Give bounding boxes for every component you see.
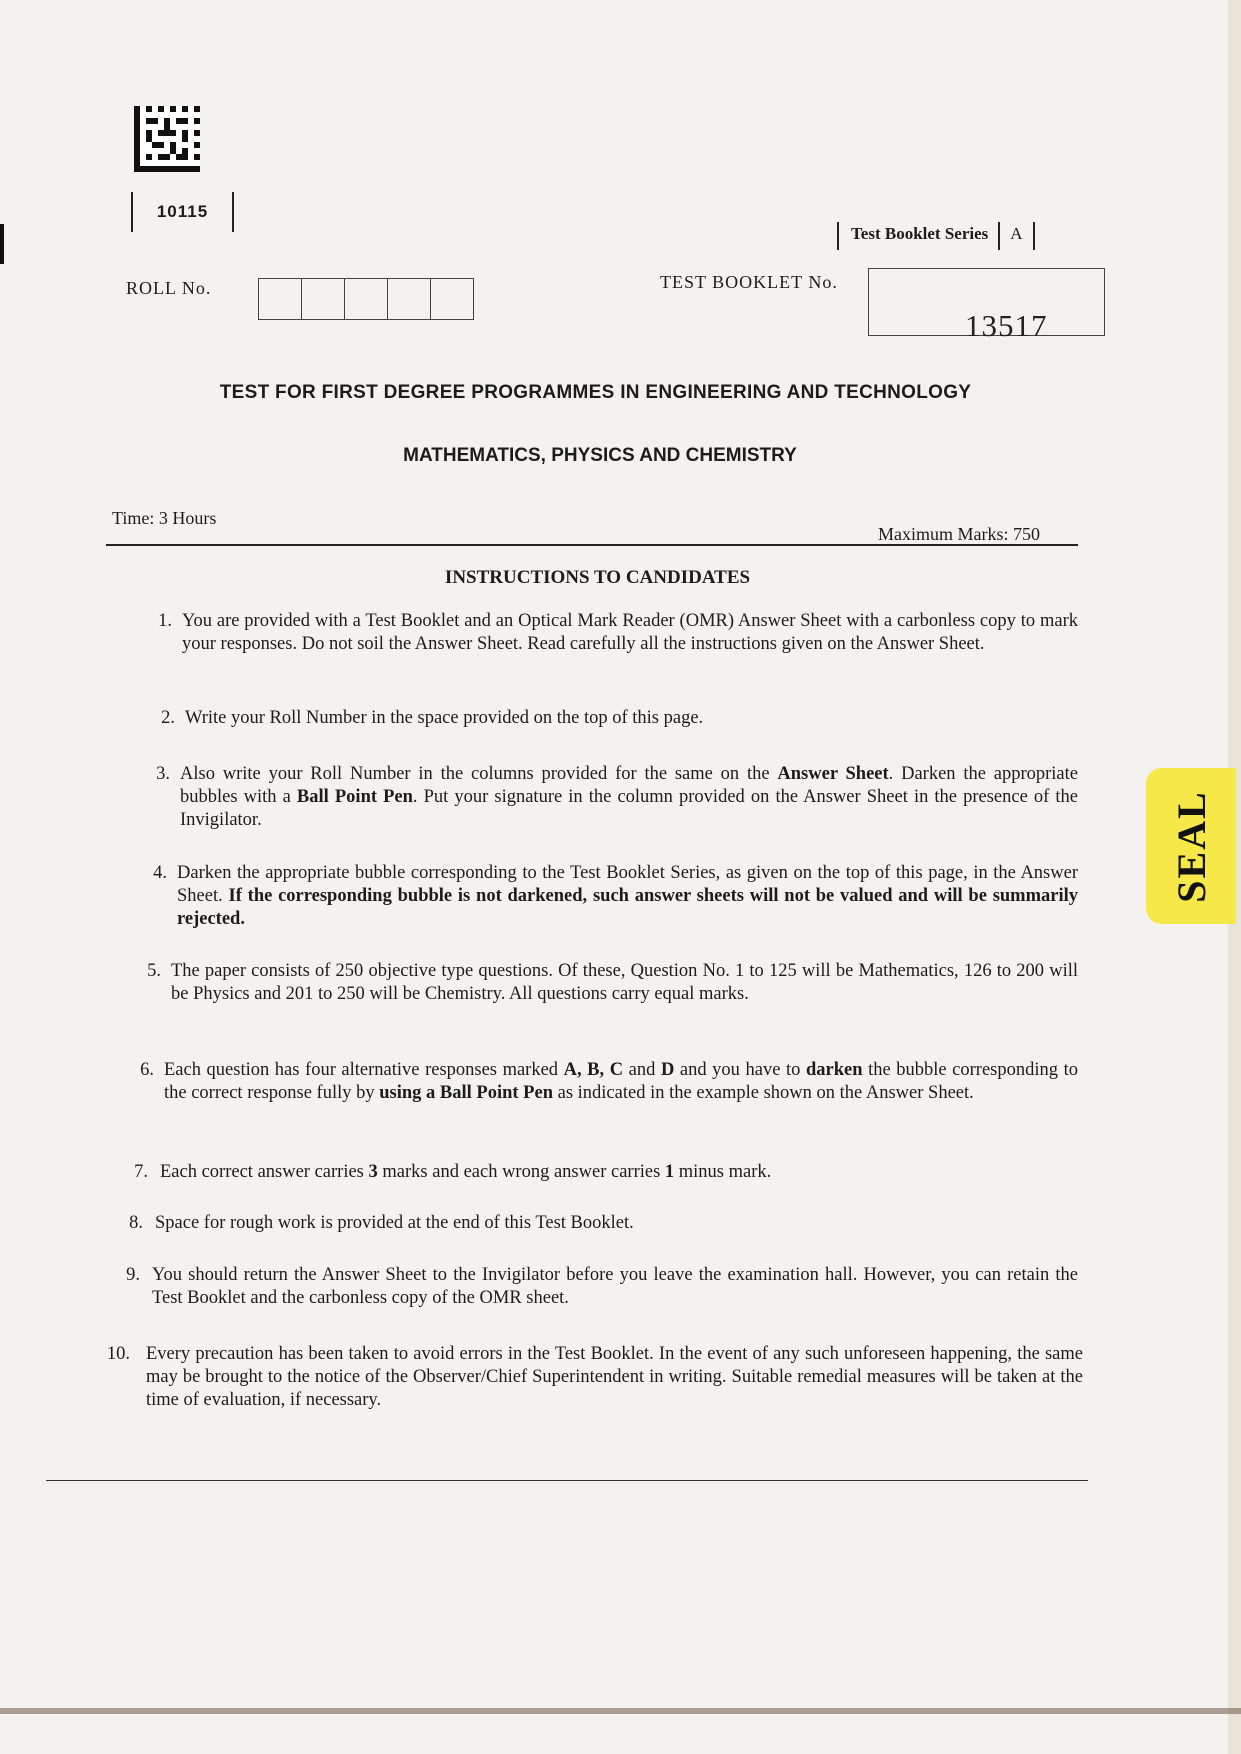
maximum-marks: Maximum Marks: 750 (878, 524, 1040, 544)
instruction-number: 3. (156, 764, 170, 784)
instruction-text: You should return the Answer Sheet to the Invigilator before you leave the examination hall. However, you can retain the Test Booklet and the carbonless copy of the OMR sheet. (152, 1265, 1078, 1308)
instruction-number: 10. (106, 1344, 130, 1364)
bottom-divider (46, 1480, 1088, 1481)
instruction-item (134, 1161, 1078, 1184)
seal-label: SEAL (1168, 789, 1214, 903)
roll-digit-box[interactable] (388, 279, 431, 319)
roll-digit-box[interactable] (302, 279, 345, 319)
instruction-number: 8. (129, 1213, 143, 1233)
paper-bottom-edge (0, 1708, 1241, 1714)
booklet-number-label: TEST BOOKLET No. (660, 272, 838, 292)
left-margin-mark (0, 224, 4, 264)
instruction-number: 6. (140, 1060, 154, 1080)
instruction-text: Space for rough work is provided at the end of this Test Booklet. (155, 1213, 634, 1233)
instruction-item (158, 610, 1078, 656)
roll-digit-box[interactable] (431, 279, 473, 319)
instruction-number: 2. (161, 708, 175, 728)
series-value: A (998, 222, 1034, 250)
instruction-number: 1. (158, 611, 172, 631)
instruction-number: 9. (126, 1265, 140, 1285)
instruction-text: You are provided with a Test Booklet and an Optical Mark Reader (OMR) Answer Sheet with a carbonless copy to mark your responses. Do not soil the Answer Sheet. Read carefully all the instructions given on the Answer Sheet. (182, 611, 1078, 654)
series-label: Test Booklet Series (837, 222, 998, 250)
instructions-heading: INSTRUCTIONS TO CANDIDATES (444, 567, 751, 588)
datamatrix-code-icon (134, 106, 200, 172)
instruction-text: Also write your Roll Number in the columns provided for the same on the Answer Sheet. Darken the appropriate bubbles with a Ball Point Pen. Put your signature in the column provided on the Answer Sheet in the presence of the Invigilator. (180, 764, 1078, 830)
instruction-text: Each correct answer carries 3 marks and each wrong answer carries 1 minus mark. (160, 1162, 772, 1182)
instruction-number: 4. (153, 863, 167, 883)
instruction-item (126, 1264, 1078, 1310)
instruction-item (140, 1059, 1078, 1105)
booklet-number-value: 13517 (965, 308, 1048, 343)
instruction-number: 5. (147, 961, 161, 981)
exam-code: 10115 (131, 192, 234, 232)
exam-time: Time: 3 Hours (112, 508, 217, 528)
instruction-text: The paper consists of 250 objective type questions. Of these, Question No. 1 to 125 will be Mathematics, 126 to 200 will be Physics and 201 to 250 will be Chemistry. All questions carry equal marks. (171, 961, 1078, 1004)
instruction-item (156, 763, 1078, 832)
instruction-text: Every precaution has been taken to avoid errors in the Test Booklet. In the event of any such unforeseen happening, the same may be brought to the notice of the Observer/Chief Superintendent in writing. Suitable remedial measures will be taken at the time of evaluation, if necessary. (146, 1344, 1083, 1410)
instruction-item (161, 707, 1078, 730)
roll-digit-box[interactable] (345, 279, 388, 319)
instruction-text: Each question has four alternative responses marked A, B, C and D and you have to darken the bubble corresponding to the correct response fully by using a Ball Point Pen as indicated in the example shown on the Answer Sheet. (164, 1060, 1078, 1103)
instruction-text: Write your Roll Number in the space provided on the top of this page. (185, 708, 704, 728)
roll-number-label: ROLL No. (126, 278, 212, 298)
page-subtitle: MATHEMATICS, PHYSICS AND CHEMISTRY (403, 445, 797, 466)
test-booklet-series (837, 222, 1035, 250)
instruction-item (153, 862, 1078, 931)
instruction-number: 7. (134, 1162, 148, 1182)
instruction-item (106, 1343, 1083, 1412)
instruction-item (147, 960, 1078, 1006)
roll-digit-box[interactable] (259, 279, 302, 319)
divider (106, 544, 1078, 546)
instruction-item (129, 1212, 1078, 1235)
page-title: TEST FOR FIRST DEGREE PROGRAMMES IN ENGINEERING AND TECHNOLOGY (219, 382, 972, 403)
roll-number-boxes[interactable] (258, 278, 474, 320)
instruction-text: Darken the appropriate bubble corresponding to the Test Booklet Series, as given on the top of this page, in the Answer Sheet. If the corresponding bubble is not darkened, such answer sheets will not be valued and will be summarily rejected. (177, 863, 1078, 929)
